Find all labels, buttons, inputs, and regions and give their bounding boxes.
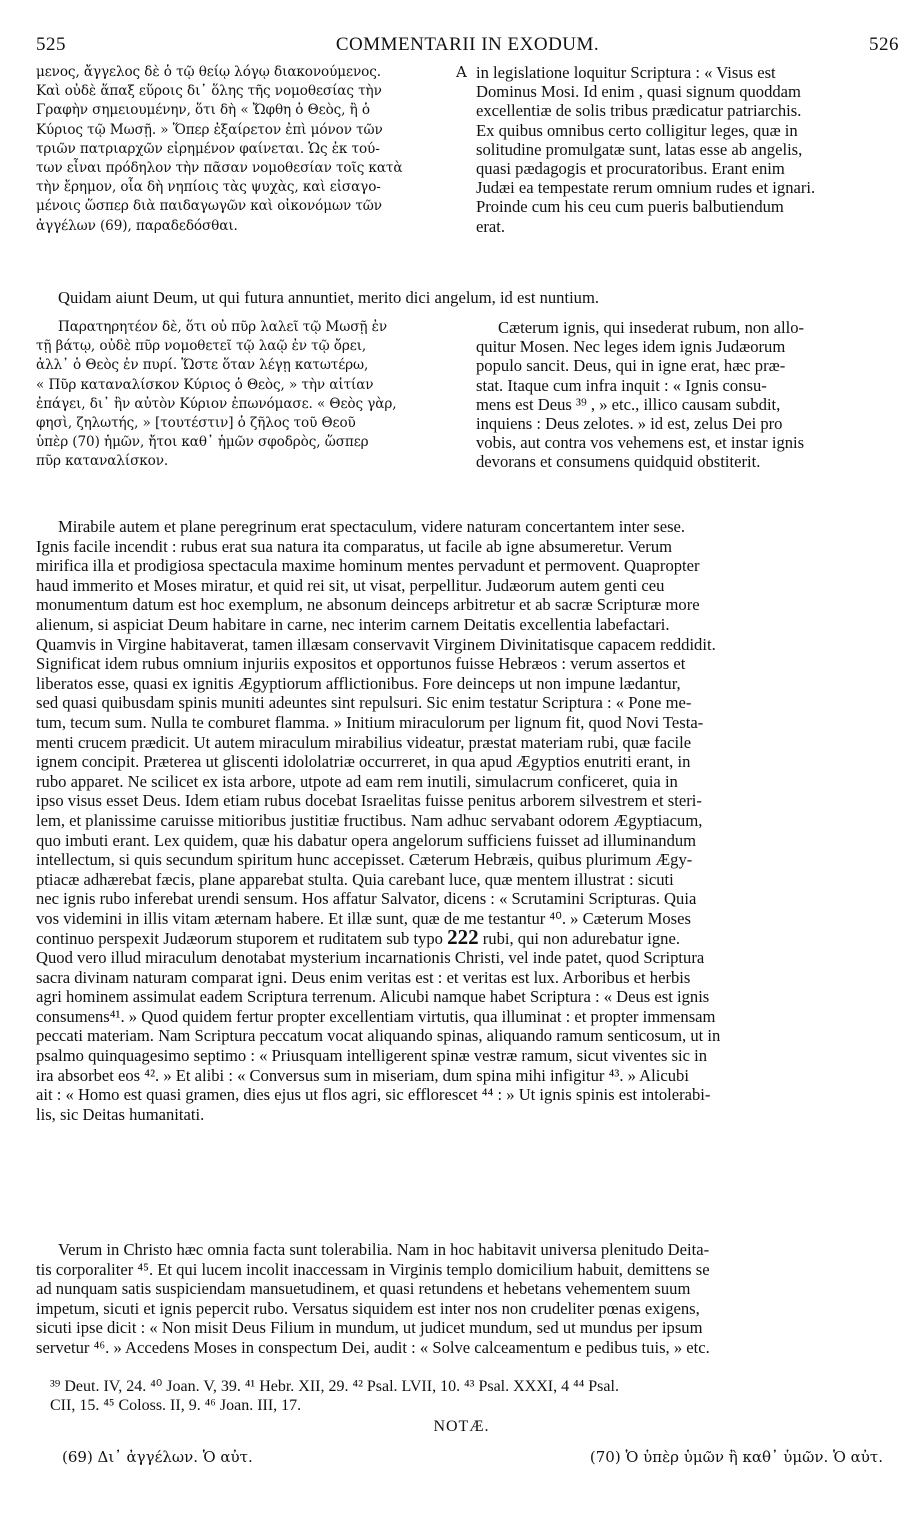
greek-column bbox=[36, 63, 456, 236]
text-line: μενος, ἄγγελος δὲ ὁ τῷ θείῳ λόγῳ διακονούμενος. bbox=[36, 64, 381, 80]
text-line: inquiens : Deus zelotes. » id est, zelus Dei pro bbox=[476, 413, 783, 433]
footnotes bbox=[50, 1376, 900, 1414]
text-line: quitur Mosen. Nec leges idem ignis Judæorum bbox=[476, 337, 786, 357]
text-line: nec ignis rubo inferebat urendi sensum. Hos affatur Salvator, dicens : « Scrutamini Scripturas. Quia bbox=[36, 889, 697, 909]
text-line: ³⁹ Deut. IV, 24. ⁴⁰ Joan. V, 39. ⁴¹ Hebr. XII, 29. ⁴² Psal. LVII, 10. ⁴³ Psal. XXXI, 4 ⁴⁴ Psal. bbox=[50, 1378, 619, 1395]
text-line: populo sancit. Deus, qui in igne erat, hæc præ- bbox=[476, 356, 786, 376]
parallel-text-section-2 bbox=[36, 318, 906, 478]
text-line: lis, sic Deitas humanitati. bbox=[36, 1104, 205, 1124]
text-line: mirifica illa et prodigiosa spectacula maxime hominum mentes pervadunt et permovent. Quapropter bbox=[36, 556, 700, 576]
inline-page-number: 222 bbox=[447, 925, 479, 950]
text-line: rubo apparet. Ne scilicet ex ista arbore, utpote ad eam rem inutili, simulacrum conficeret, quia in bbox=[36, 771, 678, 791]
commentary-paragraph-1 bbox=[36, 517, 888, 1124]
latin-column bbox=[476, 63, 908, 236]
text-line: « Πῦρ καταναλίσκον Κύριος ὁ Θεὸς, » τὴν αἰτίαν bbox=[36, 376, 374, 393]
text-line: intellectum, si quis secundum spiritum hunc accepisset. Cæterum Hebræis, quibus plurimum Ægy- bbox=[36, 850, 693, 870]
text-line: ipso visus esset Deus. Idem etiam rubus docebat Israelitas fuisse penitus arborem silvestrem et steri- bbox=[36, 791, 702, 811]
page-number-right: 526 bbox=[869, 34, 899, 55]
text-line: haud immerito et Moses miratur, et quid rei sit, ut visat, perpellitur. Judæorum autem genti ceu bbox=[36, 575, 665, 595]
text-line: ad nunquam satis suspiciendam mansuetudinem, et quasi retundens et hebetans vehementem suum bbox=[36, 1279, 691, 1299]
text-line: Judæi ea tempestate rerum omnium rudes et ignari. bbox=[476, 178, 816, 198]
text-line: Ex quibus omnibus certo colligitur leges, quæ in bbox=[476, 120, 798, 140]
text-line: Cæterum ignis, qui insederat rubum, non allo- bbox=[498, 318, 805, 337]
text-line: peccati materiam. Nam Scriptura peccatum vocat aliquando spinas, aliquando ramum senticosum, ut in bbox=[36, 1026, 721, 1046]
text-line: consumens⁴¹. » Quod quidem fertur propter excellentiam virtutis, qua illuminat : et propter immensam bbox=[36, 1006, 716, 1026]
text-line: tum, tecum sum. Nulla te comburet flamma. » Initium miraculorum per lignum fit, quod Novi Testa- bbox=[36, 712, 704, 732]
text-line: tis corporaliter ⁴⁵. Et qui lucem incolit inaccessam in Virginis templo domicilium habuit, demittens se bbox=[36, 1259, 710, 1279]
text-line: ignem concipit. Præterea ut gliscenti idololatriæ occurreret, in qua apud Ægyptios enutriti erant, in bbox=[36, 752, 691, 772]
text-line: τῇ βάτῳ, οὐδὲ πῦρ νομοθετεῖ τῷ λαῷ ἐν τῷ ὄρει, bbox=[36, 338, 367, 355]
text-line: lem, et planissime caruisse mitioribus justitiæ fructibus. Nam adhuc servabant odorem Ægyptiacum, bbox=[36, 810, 703, 830]
text-line: impetum, sicuti et ignis pepercit rubo. Versatus siquidem est inter nos non crudeliter pœnas exigens, bbox=[36, 1298, 700, 1318]
text-line: Significat idem rubus omnium injuriis expositos et opportunos fuisse Hebræos : verum assertos et bbox=[36, 654, 686, 674]
text-line: monumentum datum est hoc exemplum, ne absonum deinceps arbitretur et ab sacræ Scripturæ more bbox=[36, 595, 700, 615]
text-line: liberatos esse, quasi ex ignitis Ægyptiorum afflictionibus. Fore deinceps ut non impune lædantur, bbox=[36, 673, 681, 693]
text-line: alienum, si aspiciat Deum habitare in carne, nec interim carnem Deitatis excellentia labefactari. bbox=[36, 614, 670, 634]
text-line: stat. Itaque cum infra inquit : « Ignis consu- bbox=[476, 375, 767, 395]
interlude-line: Quidam aiunt Deum, ut qui futura annuntiet, merito dici angelum, id est nuntium. bbox=[58, 288, 600, 307]
text-line: devorans et consumens quidquid obstiterit. bbox=[476, 452, 761, 472]
text-line: Quamvis in Virgine habitaverat, tamen illæsam conservavit Virginem Divinitatisque capacem reddidit. bbox=[36, 634, 716, 654]
text-line: Mirabile autem et plane peregrinum erat spectaculum, videre naturam concertantem inter sese. bbox=[58, 517, 686, 536]
text-line: Γραφὴν σημειουμένην, ὅτι δὴ « Ὤφθη ὁ Θεὸς, ἢ ὁ bbox=[36, 102, 370, 119]
text-line: sacra divinam naturam comparat igni. Deus enim veritas est : et veritas est lux. Arboribus et herbis bbox=[36, 967, 691, 987]
text-line: ἐπάγει, δι᾽ ἣν αὐτὸν Κύριον ἐπωνόμασε. « Θεὸς γὰρ, bbox=[36, 395, 397, 412]
text-line: Quod vero illud miraculum denotabat mysterium incarnationis Christi, vel inde patet, quod Scriptura bbox=[36, 948, 705, 968]
parallel-text-section-1 bbox=[36, 63, 906, 243]
text-line: vos videmini in illis vitam æternam habere. Et illæ sunt, quæ de me testantur ⁴⁰. » Cæterum Moses bbox=[36, 908, 691, 928]
text-line: sed quasi quibusdam spinis muniti adeuntes sint repulsuri. Sic enim testatur Scriptura : « Pone me- bbox=[36, 693, 692, 713]
text-line: Verum in Christo hæc omnia facta sunt tolerabilia. Nam in hoc habitavit universa plenitudo Deita- bbox=[58, 1240, 710, 1259]
text-line: ira absorbet eos ⁴². » Et alibi : « Conversus sum in miseriam, dum spina mihi infigitur ⁴³. » Alicubi bbox=[36, 1065, 689, 1085]
text-line: quasi pædagogis et procuratoribus. Erant enim bbox=[476, 158, 785, 178]
text-line: ait : « Homo est quasi gramen, dies ejus ut flos agri, sic efflorescet ⁴⁴ : » Ut ignis spinis est intolerabi- bbox=[36, 1085, 711, 1105]
running-header bbox=[36, 34, 899, 58]
text-line: agri hominem assimulat eadem Scriptura terrenum. Alicubi namque habet Scriptura : « Deus est ignis bbox=[36, 987, 710, 1007]
text-line: των εἶναι πρόδηλον τὴν πᾶσαν νομοθεσίαν τοῖς κατὰ bbox=[36, 159, 403, 176]
running-title: COMMENTARII IN EXODUM. bbox=[335, 34, 600, 55]
text-line: ptiacæ adhærebat fæcis, plane apparebat stulta. Quia carebant luce, quæ mentem illustrat : sicuti bbox=[36, 869, 674, 889]
text-line: mens est Deus ³⁹ , » etc., illico causam subdit, bbox=[476, 394, 781, 414]
text-line: ἀγγέλων (69), παραδεδόσθαι. bbox=[36, 217, 238, 234]
text-line: τριῶν πατριαρχῶν εἰρημένον φαίνεται. Ὡς ἐκ τού- bbox=[36, 140, 380, 157]
latin-column bbox=[476, 318, 908, 472]
text-line: excellentiæ de solis tribus prædicatur patriarchis. bbox=[476, 101, 802, 121]
margin-marker: A bbox=[456, 63, 467, 81]
text-line: Παρατηρητέον δὲ, ὅτι οὐ πῦρ λαλεῖ τῷ Μωσῇ ἐν bbox=[58, 319, 388, 335]
note-69: (69) Δι᾽ ἀγγέλων. Ὁ αὐτ. bbox=[62, 1448, 253, 1466]
text-line: Ignis facile incendit : rubus erat sua natura ita comparatus, ut facile ab igne absumeretur. Verum bbox=[36, 536, 673, 556]
text-line: Κύριος τῷ Μωσῇ. » Ὅπερ ἐξαίρετον ἐπὶ μόνον τῶν bbox=[36, 121, 383, 138]
commentary-paragraph-2 bbox=[36, 1240, 888, 1358]
text-line: μένοις ὥσπερ διὰ παιδαγωγῶν καὶ οἰκονόμων τῶν bbox=[36, 198, 382, 215]
text-line: menti crucem prædicit. Ut autem miraculum mirabilius videatur, præstat materiam rubi, quæ facile bbox=[36, 732, 692, 752]
text-line: ἀλλ᾽ ὁ Θεὸς ἐν πυρί. Ὥστε ὅταν λέγῃ κατωτέρω, bbox=[36, 357, 369, 374]
notae-heading: NOTÆ. bbox=[433, 1418, 490, 1435]
text-line: φησὶ, ζηλωτής, » [τουτέστιν] ὁ ζῆλος τοῦ Θεοῦ bbox=[36, 414, 356, 431]
text-line: sicuti ipse dicit : « Non misit Deus Filium in mundum, ut judicet mundum, sed ut mundus per ipsum bbox=[36, 1318, 703, 1338]
text-line: in legislatione loquitur Scriptura : « Visus est bbox=[476, 63, 776, 82]
text-line: Proinde cum his ceu cum pueris balbutiendum bbox=[476, 197, 784, 217]
page-number-left: 525 bbox=[36, 34, 66, 55]
text-line: τὴν ἔρημον, οἷα δὴ νηπίοις τὰς ψυχὰς, καὶ εἰσαγο- bbox=[36, 179, 381, 196]
text-line: continuo perspexit Judæorum stuporem et ruditatem sub typo 222 rubi, qui non adurebatur igne. bbox=[36, 925, 680, 950]
greek-column bbox=[36, 318, 456, 472]
text-line: CII, 15. ⁴⁵ Coloss. II, 9. ⁴⁶ Joan. III, 17. bbox=[50, 1397, 302, 1415]
text-line: vobis, aut contra vos vehemens est, et instar ignis bbox=[476, 433, 805, 453]
note-70: (70) Ὁ ὑπὲρ ὑμῶν ἢ καθ᾽ ὑμῶν. Ὁ αὐτ. bbox=[589, 1448, 883, 1466]
text-line: Καὶ οὐδὲ ἅπαξ εὕροις δι᾽ ὅλης τῆς νομοθεσίας τὴν bbox=[36, 83, 382, 100]
text-line: πῦρ καταναλίσκον. bbox=[36, 453, 169, 470]
text-line: quo imbuti erant. Lex quidem, quæ his dabatur opera angelorum sufficiens fuisset ad illuminandum bbox=[36, 830, 697, 850]
text-line: servetur ⁴⁶. » Accedens Moses in conspectum Dei, audit : « Solve calceamentum e pedibus tuis, » etc. bbox=[36, 1337, 710, 1357]
text-line: ὑπὲρ (70) ἡμῶν, ἤτοι καθ᾽ ἡμῶν σφοδρὸς, ὥσπερ bbox=[36, 434, 369, 451]
text-line: psalmo quinquagesimo septimo : « Priusquam intelligerent spinæ vestræ ramum, sicut viventes sic in bbox=[36, 1046, 708, 1066]
text-line: erat. bbox=[476, 216, 506, 236]
text-line: solitudine promulgatæ sunt, latas esse ab angelis, bbox=[476, 139, 803, 159]
text-line: Dominus Mosi. Id enim , quasi signum quoddam bbox=[476, 82, 801, 102]
